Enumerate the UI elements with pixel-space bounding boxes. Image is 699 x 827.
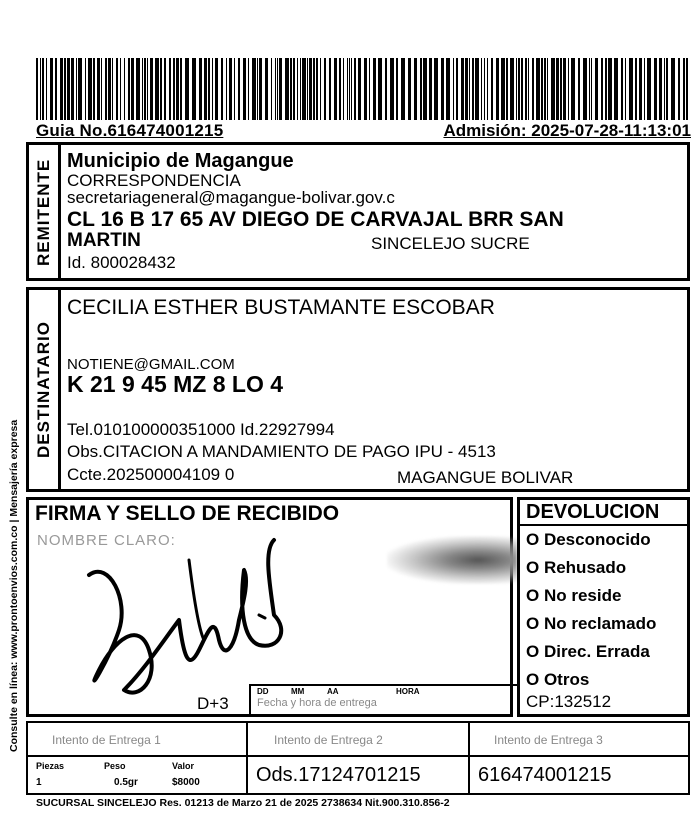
destinatario-tel: Tel.010100000351000 Id.22927994 <box>67 420 335 439</box>
envio-details-cell <box>26 755 248 795</box>
destinatario-ccte: Ccte.202500004109 0 <box>67 465 235 484</box>
remitente-id: Id. 800028432 <box>67 253 176 272</box>
piezas-label: Piezas <box>36 761 65 771</box>
remitente-address2: MARTIN <box>67 230 141 251</box>
date-label-aa: AA <box>327 687 339 696</box>
peso-value: 0.5gr <box>114 777 138 788</box>
remitente-address: CL 16 B 17 65 AV DIEGO DE CARVAJAL BRR SAN <box>67 208 564 231</box>
remitente-email: secretariageneral@magangue-bolivar.gov.c <box>67 188 395 207</box>
intento-1-cell <box>26 721 248 757</box>
valor-value: $8000 <box>172 777 200 788</box>
destinatario-obs: Obs.CITACION A MANDAMIENTO DE PAGO IPU - 4513 <box>67 442 496 461</box>
destinatario-city: MAGANGUE BOLIVAR <box>397 468 574 487</box>
destinatario-label-box <box>29 290 61 489</box>
piezas-value: 1 <box>36 777 42 788</box>
devolucion-title: DEVOLUCION <box>526 501 660 523</box>
destinatario-section <box>26 287 690 492</box>
firma-title: FIRMA Y SELLO DE RECIBIDO <box>35 502 340 525</box>
remitente-label: REMITENTE <box>34 158 53 266</box>
destinatario-label: DESTINATARIO <box>34 321 53 458</box>
intento-2-cell <box>246 721 470 757</box>
guia-value: 616474001215 <box>478 764 612 786</box>
remitente-city: SINCELEJO SUCRE <box>371 234 530 253</box>
intento-3-cell <box>468 721 690 757</box>
remitente-name: Municipio de Magangue <box>67 150 294 172</box>
nombre-claro-label: NOMBRE CLARO: <box>37 532 176 549</box>
devolucion-item: O No reclamado <box>526 614 657 633</box>
ods-cell <box>246 755 470 795</box>
guia-number: Guia No.616474001215 <box>36 121 224 140</box>
destinatario-name: CECILIA ESTHER BUSTAMANTE ESCOBAR <box>67 296 495 319</box>
dplus-label: D+3 <box>197 694 229 713</box>
destinatario-email: NOTIENE@GMAIL.COM <box>67 356 235 373</box>
devolucion-item: O Rehusado <box>526 558 627 577</box>
date-caption: Fecha y hora de entrega <box>257 697 377 709</box>
date-label-mm: MM <box>291 687 305 696</box>
valor-label: Valor <box>172 761 195 771</box>
devolucion-item: O Otros <box>526 670 590 689</box>
footer-text: SUCURSAL SINCELEJO Res. 01213 de Marzo 21 de 2025 2738634 Nit.900.310.856-2 <box>36 797 450 809</box>
date-label-dd: DD <box>257 687 269 696</box>
date-label-hora: HORA <box>396 687 420 696</box>
devolucion-section <box>517 497 690 717</box>
destinatario-address: K 21 9 45 MZ 8 LO 4 <box>67 371 284 397</box>
intento-1: Intento de Entrega 1 <box>52 733 161 747</box>
barcode <box>36 58 688 120</box>
stamp-smudge <box>387 536 517 584</box>
admision-timestamp: Admisión: 2025-07-28-11:13:01 <box>443 121 691 140</box>
devolucion-cp: CP:132512 <box>526 692 612 711</box>
ods-value: Ods.17124701215 <box>256 764 421 786</box>
devolucion-item: O Desconocido <box>526 530 651 549</box>
intento-3: Intento de Entrega 3 <box>494 733 603 747</box>
peso-label: Peso <box>104 761 126 771</box>
devolucion-divider <box>520 524 687 526</box>
remitente-label-box <box>29 145 61 278</box>
devolucion-item: O Direc. Errada <box>526 642 650 661</box>
intento-2: Intento de Entrega 2 <box>274 733 383 747</box>
remitente-dept: CORRESPONDENCIA <box>67 171 241 190</box>
remitente-section <box>26 142 690 281</box>
side-url-text: Consulte en línea: www.prontoenvios.com.co | Mensajería expresa <box>8 419 20 753</box>
date-box <box>249 684 517 716</box>
devolucion-item: O No reside <box>526 586 622 605</box>
guia-cell <box>468 755 690 795</box>
firma-section <box>26 497 513 717</box>
